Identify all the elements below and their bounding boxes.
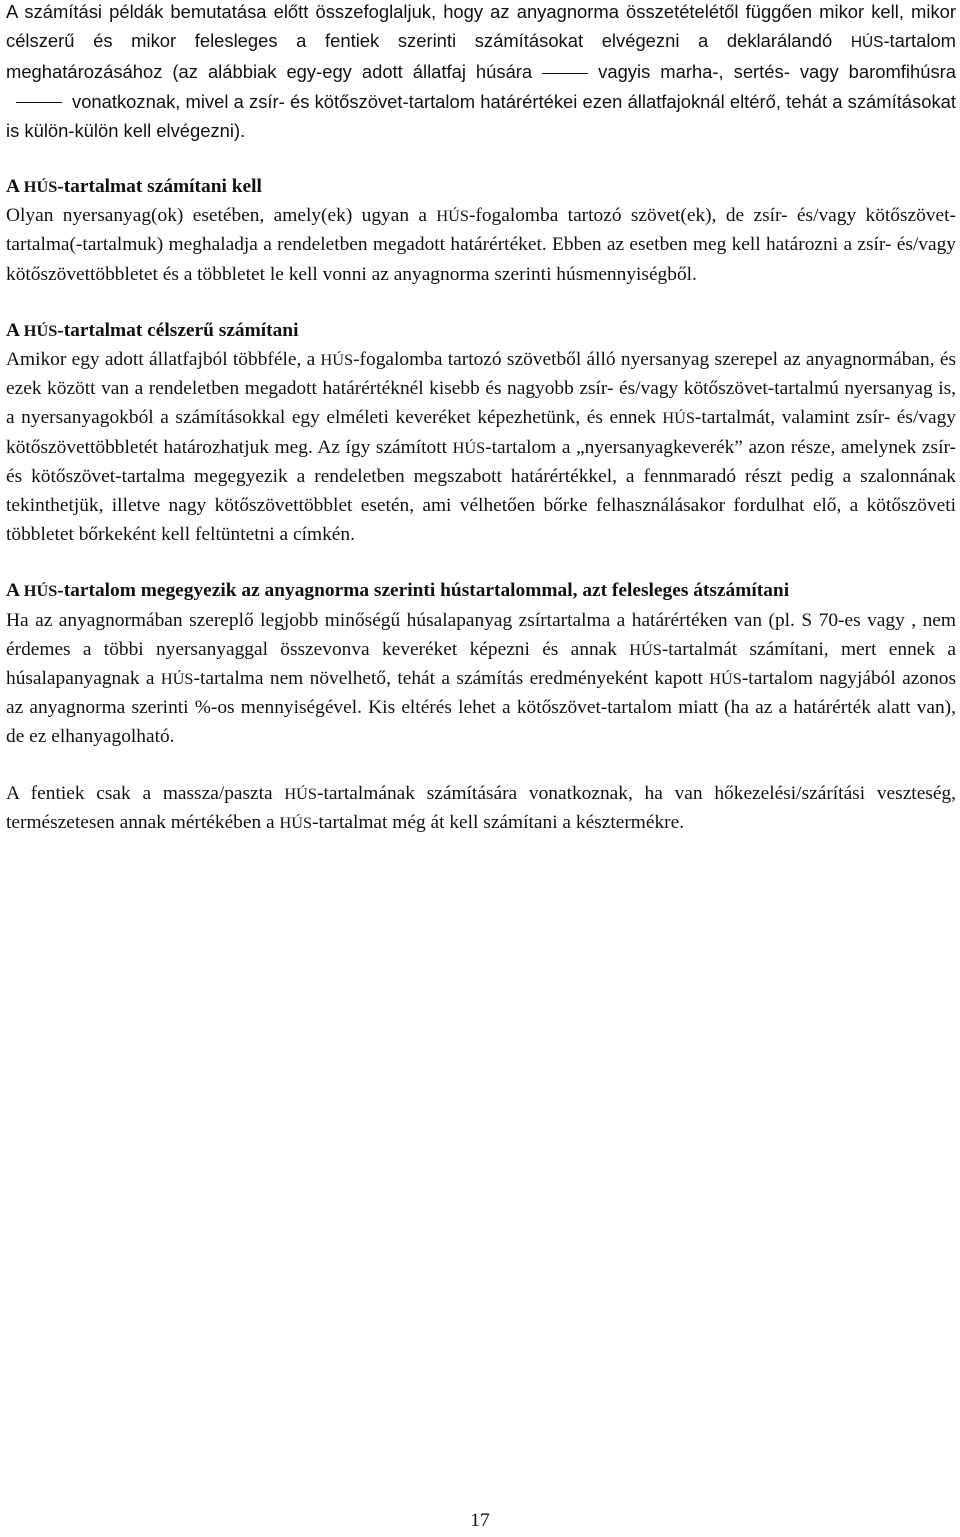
hus-term: HÚS (279, 812, 313, 832)
spacer (6, 145, 956, 172)
document-page (6, 0, 956, 837)
hus-term: HÚS (320, 350, 354, 370)
intro-paragraph (6, 0, 956, 145)
hus-term: HÚS (284, 783, 317, 803)
intro-text: -tartalom meghatározásához (az alábbiak egy-egy adott állatfaj húsára (6, 30, 956, 83)
hus-term: HÚS (709, 669, 742, 689)
hus-term: HÚS (629, 639, 662, 659)
intro-text: vonatkoznak, mivel a zsír- és kötőszövet-tartalom határértékei ezen állatfajoknál eltérő, tehát a számításokat is külön-külön kell elvégezni). (6, 90, 956, 141)
hus-term: HÚS (23, 320, 58, 340)
hus-term: HÚS (452, 437, 486, 457)
page-number: 17 (470, 1510, 490, 1531)
spacer (6, 752, 956, 779)
intro-text: vagyis marha-, sertés- vagy baromfihúsra (598, 61, 956, 83)
hus-term: HÚS (23, 177, 58, 197)
section-heading: A HÚS-tartalmat számítani kell (6, 176, 262, 198)
spacer (6, 549, 956, 576)
em-dash-rule (542, 73, 588, 74)
intro-text: A számítási példák bemutatása előtt összefoglaljuk, hogy az anyagnorma összetételétől függően mikor kell, mikor célszerű és mikor felesleges a fentiek szerinti számításokat elvégezni a deklarálandó (6, 1, 956, 52)
section-paragraph: Olyan nyersanyag(ok) esetében, amely(ek) ugyan a HÚS-fogalomba tartozó szövet(ek), de zsír- és/vagy kötőszövet-tartalma(-tartalmuk) meghaladja a rendeletben megadott határértéket. Ebben az esetben meg kell határozni a zsír- és/vagy kötőszövettöbbletet és a többletet le kell vonni az anyagnorma szerinti húsmennyiségből. (6, 205, 956, 285)
hus-term: HÚS (160, 669, 194, 689)
hus-term: HÚS (662, 408, 695, 428)
hus-term: HÚS (850, 34, 884, 52)
section-paragraph: Amikor egy adott állatfajból többféle, a HÚS-fogalomba tartozó szövetből álló nyersanyag szerepel az anyagnormában, és ezek között van a rendeletben megadott határértéknél kisebb és nagyobb zsír- és/vagy kötőszövet-tartalmú nyersanyag is, a nyersanyagokból a számításokkal egy elméleti keveréket képezhetünk, és ennek HÚS-tartalmát, valamint zsír- és/vagy kötőszövettöbbletét határozhatjuk meg. Az így számított HÚS-tartalom a „nyersanyagkeverék” azon része, amelynek zsír- és kötőszövet-tartalma megegyezik a rendeletben megszabott határértékkel, a fennmaradó részt pedig a szalonnának tekinthetjük, illetve nagy kötőszövettöbblet esetén, ami vélhetően bőrke felhasználásakor fordulhat elő, a kötőszöveti többletet bőrkeként kell feltüntetni a címkén. (6, 349, 956, 546)
section-paragraph: Ha az anyagnormában szereplő legjobb minőségű húsalapanyag zsírtartalma a határértéken van (pl. S 70-es vagy , nem érdemes a többi nyersanyaggal összevonva keveréket képezni és annak HÚS-tartalmát számítani, mert ennek a húsalapanyagnak a HÚS-tartalma nem növelhető, tehát a számítás eredményeként kapott HÚS-tartalom nagyjából azonos az anyagnorma szerinti %-os mennyiségével. Kis eltérés lehet a kötőszövet-tartalom miatt (ha az a határérték alatt van), de ez elhanyagolható. (6, 609, 956, 748)
closing-paragraph: A fentiek csak a massza/paszta HÚS-tartalmának számítására vonatkoznak, ha van hőkezelési/szárítási veszteség, természetesen annak mértékében a HÚS-tartalmat még át kell számítani a késztermékre. (6, 782, 956, 833)
section-heading: A HÚS-tartalmat célszerű számítani (6, 319, 299, 341)
em-dash-rule (16, 102, 62, 103)
hus-term: HÚS (23, 581, 58, 601)
hus-term: HÚS (436, 206, 469, 226)
spacer (6, 289, 956, 316)
section-heading: A HÚS-tartalom megegyezik az anyagnorma szerinti hústartalommal, azt felesleges átszámítani (6, 580, 790, 602)
